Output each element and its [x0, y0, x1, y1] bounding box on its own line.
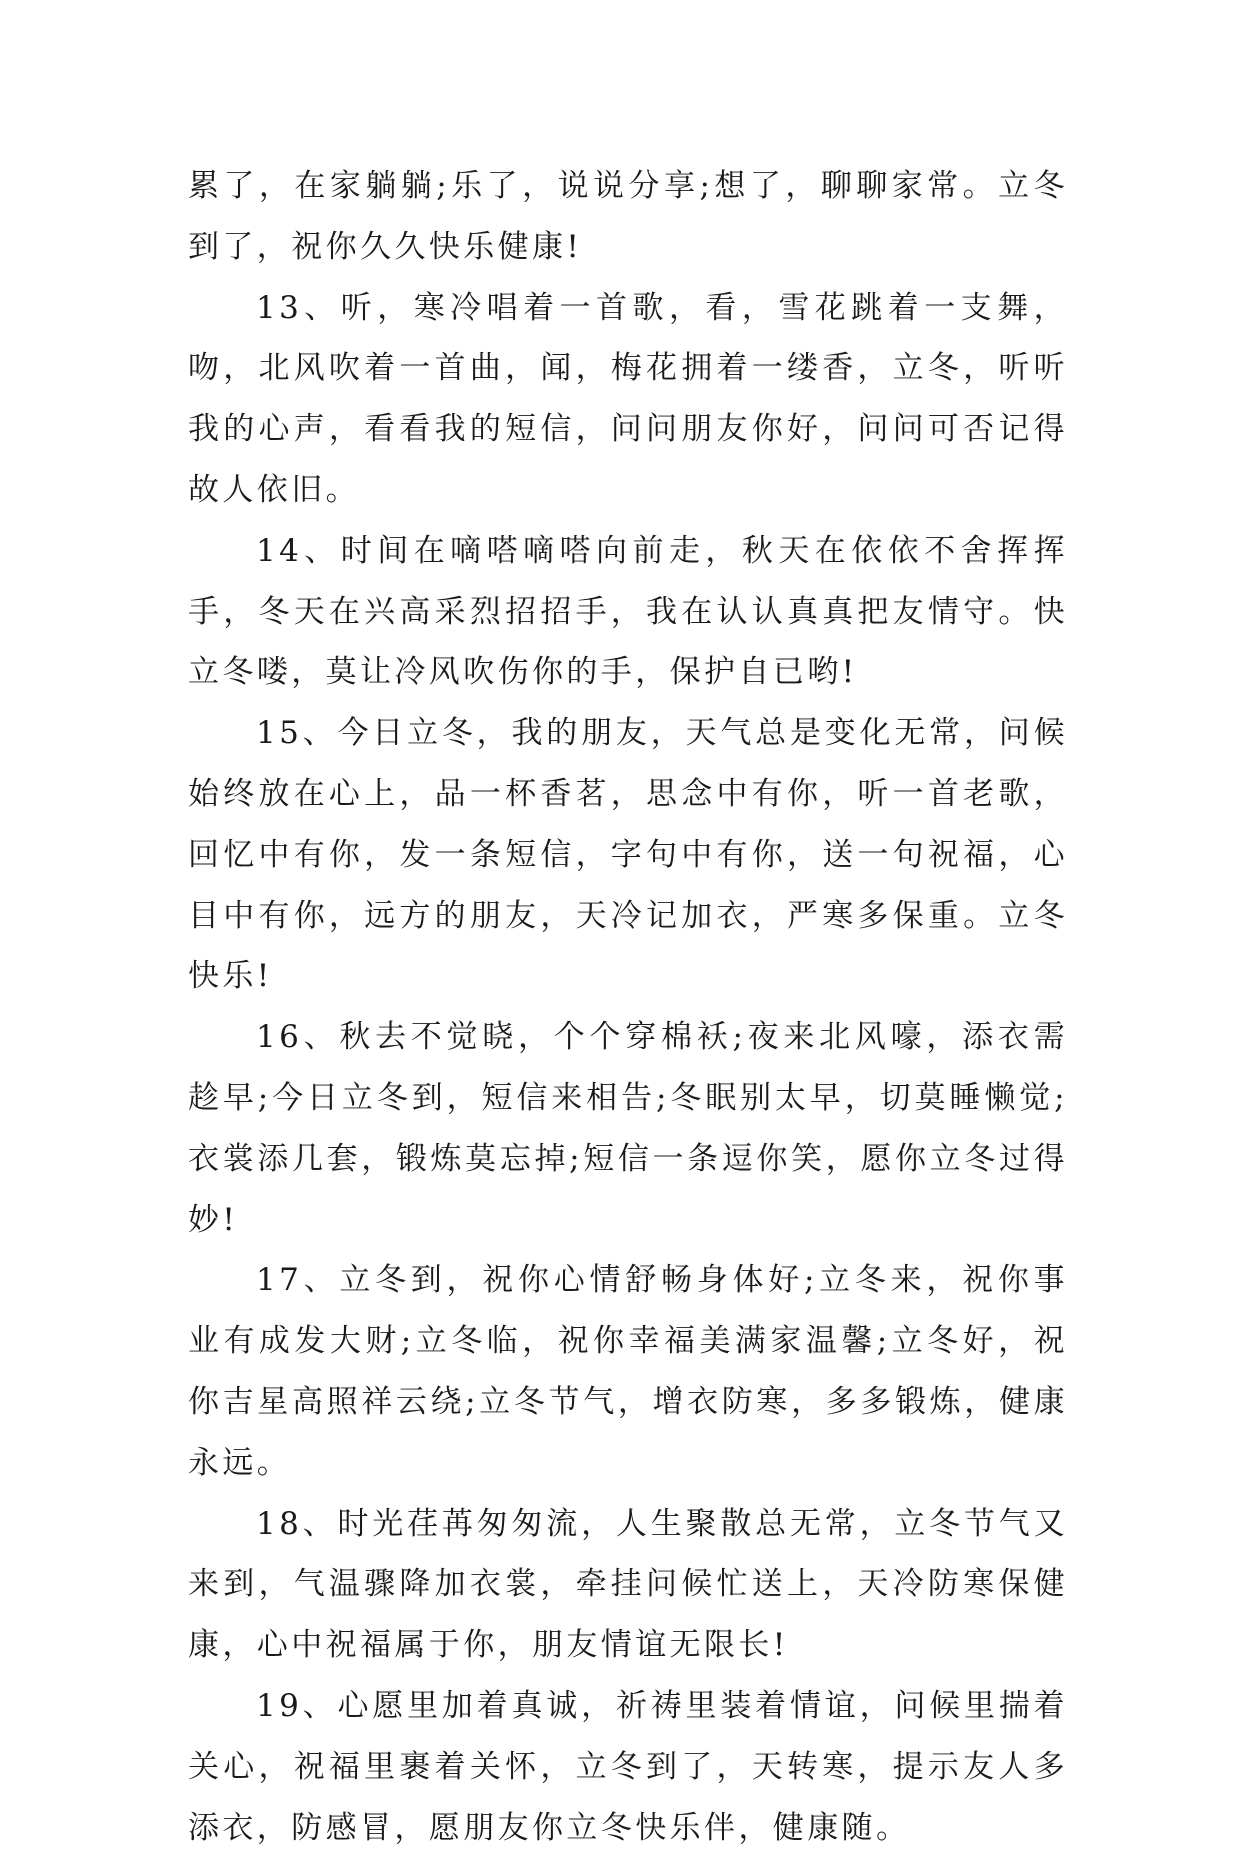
paragraph-14: 14、时间在嘀嗒嘀嗒向前走，秋天在依依不舍挥挥手，冬天在兴高采烈招招手，我在认认真真把友情守。快立冬喽，莫让冷风吹伤你的手，保护自已哟! — [188, 532, 1068, 691]
paragraph-continuation: 累了，在家躺躺;乐了，说说分享;想了，聊聊家常。立冬到了，祝你久久快乐健康! — [188, 168, 1068, 265]
paragraph-15: 15、今日立冬，我的朋友，天气总是变化无常，问候始终放在心上，品一杯香茗，思念中有你，听一首老歌，回忆中有你，发一条短信，字句中有你，送一句祝福，心目中有你，远方的朋友，天冷记加衣，严寒多保重。立冬快乐! — [188, 715, 1068, 995]
document-body — [188, 156, 1068, 1858]
paragraph-17: 17、立冬到，祝你心情舒畅身体好;立冬来，祝你事业有成发大财;立冬临，祝你幸福美满家温馨;立冬好，祝你吉星高照祥云绕;立冬节气，增衣防寒，多多锻炼，健康永远。 — [188, 1262, 1068, 1481]
paragraph-16: 16、秋去不觉晓，个个穿棉袄;夜来北风嚎，添衣需趁早;今日立冬到，短信来相告;冬眠别太早，切莫睡懒觉;衣裳添几套，锻炼莫忘掉;短信一条逗你笑，愿你立冬过得妙! — [188, 1019, 1068, 1238]
paragraph-19: 19、心愿里加着真诚，祈祷里装着情谊，问候里揣着关心，祝福里裹着关怀，立冬到了，天转寒，提示友人多添衣，防感冒，愿朋友你立冬快乐伴，健康随。 — [188, 1687, 1068, 1846]
paragraph-18: 18、时光荏苒匆匆流，人生聚散总无常，立冬节气又来到，气温骤降加衣裳，牵挂问候忙送上，天冷防寒保健康，心中祝福属于你，朋友情谊无限长! — [188, 1505, 1068, 1664]
paragraph-13: 13、听，寒冷唱着一首歌，看，雪花跳着一支舞，吻，北风吹着一首曲，闻，梅花拥着一缕香，立冬，听听我的心声，看看我的短信，问问朋友你好，问问可否记得故人依旧。 — [188, 289, 1068, 508]
